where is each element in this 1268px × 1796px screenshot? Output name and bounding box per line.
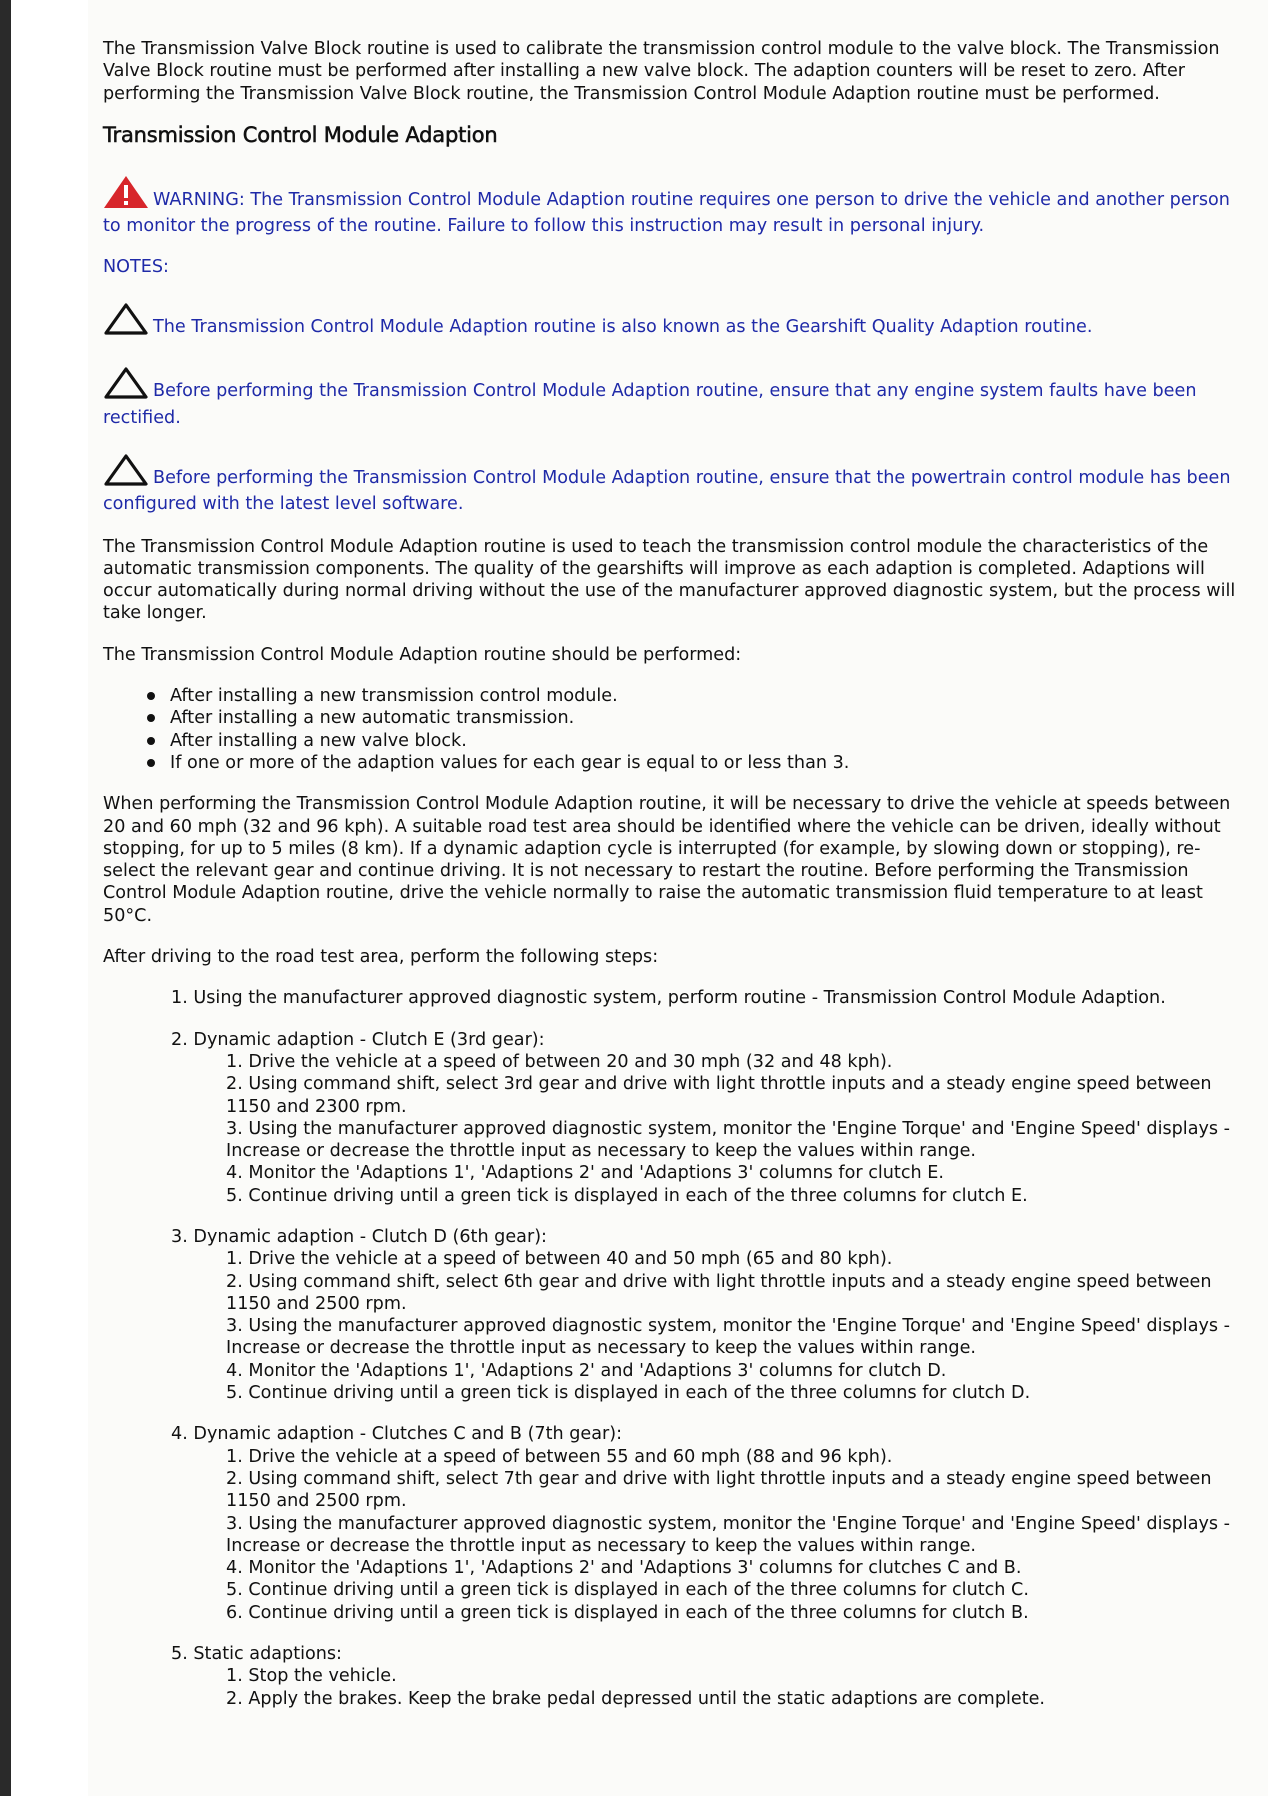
perform-when-paragraph: The Transmission Control Module Adaption routine should be performed:: [103, 644, 742, 665]
warning-text: WARNING: The Transmission Control Module Adaption routine requires one person to drive the vehicle and another person to monitor the progress of the routine. Failure to follow this instruction may result in personal injury.: [103, 190, 1230, 237]
substep-item: [226, 1513, 1243, 1558]
substep-number: 1.: [226, 1666, 249, 1687]
substep-number: 6.: [226, 1602, 249, 1623]
substep-number: 2.: [226, 1271, 249, 1292]
note-item: [103, 302, 1243, 342]
substep-number: 3.: [226, 1118, 249, 1139]
substep-text: Apply the brakes. Keep the brake pedal depressed until the static adaptions are complete.: [248, 1688, 1046, 1709]
substep-text: Continue driving until a green tick is displayed in each of the three columns for clutch E.: [248, 1185, 1028, 1206]
warning-triangle-icon: [103, 175, 149, 215]
substep-item: [226, 1446, 1243, 1468]
substep-text: Drive the vehicle at a speed of between 20 and 30 mph (32 and 48 kph).: [248, 1051, 893, 1072]
step-item: [171, 1643, 1243, 1710]
substep-item: [226, 1073, 1243, 1118]
substep-item: [226, 1118, 1243, 1163]
note-text: Before performing the Transmission Control Module Adaption routine, ensure that any engine system faults have been rectified.: [103, 381, 1197, 428]
list-item: After installing a new automatic transmission.: [170, 707, 1243, 729]
substeps-list: [171, 1248, 1243, 1404]
substep-text: Monitor the 'Adaptions 1', 'Adaptions 2' and 'Adaptions 3' columns for clutches C and B.: [248, 1558, 1022, 1579]
step-text: Dynamic adaption - Clutch D (6th gear):: [193, 1226, 547, 1247]
substep-item: [226, 1665, 1243, 1687]
step-number: 1.: [171, 988, 194, 1009]
substep-text: Continue driving until a green tick is displayed in each of the three columns for clutch D.: [248, 1383, 1031, 1404]
substep-item: [226, 1315, 1243, 1360]
note-text: Before performing the Transmission Control Module Adaption routine, ensure that the powertrain control module has been configured with the latest level software.: [103, 467, 1231, 515]
driving-paragraph: When performing the Transmission Control Module Adaption routine, it will be necessary to drive the vehicle at speeds between 20 and 60 mph (32 and 96 kph). A suitable road test area should be identified where the vehicle can be driven, ideally without stopping, for up to 5 miles (8 km). If a dynamic adaption cycle is interrupted (for example, by slowing down or stopping), re-select the relevant gear and continue driving. It is not necessary to restart the routine. Before performing the Transmission Control Module Adaption routine, drive the vehicle normally to raise the automatic transmission fluid temperature to at least 50°C.: [103, 794, 1231, 926]
substeps-list: [171, 1051, 1243, 1207]
substep-item: [226, 1360, 1243, 1382]
note-triangle-icon: [103, 366, 149, 406]
substep-item: [226, 1382, 1243, 1404]
substep-item: [226, 1579, 1243, 1601]
note-text: The Transmission Control Module Adaption routine is also known as the Gearshift Quality Adaption routine.: [153, 317, 1093, 338]
substep-text: Stop the vehicle.: [248, 1666, 397, 1687]
document-content: [103, 38, 1243, 1729]
substeps-list: [171, 1446, 1243, 1624]
note-triangle-icon: [103, 302, 149, 342]
step-item: [171, 987, 1243, 1009]
step-text: Static adaptions:: [193, 1644, 342, 1665]
step-item: [171, 1029, 1243, 1207]
step-text: Dynamic adaption - Clutch E (3rd gear):: [193, 1029, 545, 1050]
substep-number: 1.: [226, 1446, 249, 1467]
substep-number: 5.: [226, 1383, 249, 1404]
substep-text: Drive the vehicle at a speed of between 40 and 50 mph (65 and 80 kph).: [248, 1249, 893, 1270]
substep-number: 4.: [226, 1558, 249, 1579]
substep-text: Using the manufacturer approved diagnostic system, monitor the 'Engine Torque' and 'Engine Speed' displays - Increase or decrease the throttle input as necessary to keep the values within range.: [226, 1316, 1230, 1359]
substep-item: [226, 1602, 1243, 1624]
substep-text: Using the manufacturer approved diagnostic system, monitor the 'Engine Torque' and 'Engine Speed' displays - Increase or decrease the throttle input as necessary to keep the values within range.: [226, 1513, 1230, 1556]
step-number: 2.: [171, 1029, 194, 1050]
list-item: After installing a new valve block.: [170, 730, 1243, 752]
substep-number: 1.: [226, 1249, 249, 1270]
step-text: Dynamic adaption - Clutches C and B (7th gear):: [193, 1424, 623, 1445]
substep-item: [226, 1688, 1243, 1710]
substep-number: 5.: [226, 1185, 249, 1206]
steps-intro-paragraph: After driving to the road test area, perform the following steps:: [103, 947, 659, 968]
substep-item: [226, 1271, 1243, 1316]
note-item: [103, 366, 1243, 429]
step-number: 3.: [171, 1226, 194, 1247]
step-item: [171, 1423, 1243, 1624]
substep-text: Monitor the 'Adaptions 1', 'Adaptions 2' and 'Adaptions 3' columns for clutch D.: [248, 1360, 947, 1381]
substep-number: 1.: [226, 1051, 249, 1072]
substep-text: Continue driving until a green tick is displayed in each of the three columns for clutch C.: [248, 1580, 1029, 1601]
substep-text: Using command shift, select 7th gear and drive with light throttle inputs and a steady engine speed between 1150 and 2500 rpm.: [226, 1468, 1212, 1512]
conditions-list: [103, 685, 1243, 774]
substep-text: Continue driving until a green tick is displayed in each of the three columns for clutch B.: [248, 1602, 1029, 1623]
substep-number: 3.: [226, 1316, 249, 1337]
intro-paragraph: The Transmission Valve Block routine is used to calibrate the transmission control module to the valve block. The Transmission Valve Block routine must be performed after installing a new valve block. The adaption counters will be reset to zero. After performing the Transmission Valve Block routine, the Transmission Control Module Adaption routine must be performed.: [103, 39, 1220, 104]
substep-item: [226, 1185, 1243, 1207]
substep-number: 3.: [226, 1513, 249, 1534]
step-number: 5.: [171, 1644, 194, 1665]
description-paragraph: The Transmission Control Module Adaption routine is used to teach the transmission control module the characteristics of the automatic transmission components. The quality of the gearshifts will improve as each adaption is completed. Adaptions will occur automatically during normal driving without the use of the manufacturer approved diagnostic system, but the process will take longer.: [103, 536, 1236, 624]
substep-number: 5.: [226, 1580, 249, 1601]
substep-item: [226, 1051, 1243, 1073]
step-text: Using the manufacturer approved diagnostic system, perform routine - Transmission Control Module Adaption.: [193, 988, 1166, 1009]
substep-text: Drive the vehicle at a speed of between 55 and 60 mph (88 and 96 kph).: [248, 1446, 893, 1467]
substep-number: 4.: [226, 1163, 249, 1184]
substep-item: [226, 1162, 1243, 1184]
steps-list: [103, 987, 1243, 1710]
substep-item: [226, 1248, 1243, 1270]
step-item: [171, 1226, 1243, 1404]
substep-number: 2.: [226, 1688, 249, 1709]
substep-number: 4.: [226, 1360, 249, 1381]
list-item: If one or more of the adaption values for each gear is equal to or less than 3.: [170, 752, 1243, 774]
substeps-list: [171, 1665, 1243, 1710]
notes-list: [103, 302, 1243, 515]
substep-text: Using the manufacturer approved diagnostic system, monitor the 'Engine Torque' and 'Engine Speed' displays - Increase or decrease the throttle input as necessary to keep the values within range.: [226, 1118, 1230, 1162]
step-number: 4.: [171, 1424, 194, 1445]
window-edge: [0, 0, 11, 1796]
notes-label: NOTES:: [103, 256, 169, 277]
substep-item: [226, 1557, 1243, 1579]
substep-text: Using command shift, select 3rd gear and drive with light throttle inputs and a steady engine speed between 1150 and 2300 rpm.: [226, 1074, 1212, 1117]
note-triangle-icon: [103, 453, 149, 493]
substep-item: [226, 1468, 1243, 1513]
substep-number: 2.: [226, 1468, 249, 1489]
list-item: After installing a new transmission control module.: [170, 685, 1243, 707]
substep-text: Using command shift, select 6th gear and drive with light throttle inputs and a steady engine speed between 1150 and 2500 rpm.: [226, 1271, 1212, 1314]
substep-text: Monitor the 'Adaptions 1', 'Adaptions 2' and 'Adaptions 3' columns for clutch E.: [248, 1163, 944, 1184]
note-item: [103, 453, 1243, 516]
section-heading: Transmission Control Module Adaption: [103, 122, 498, 147]
substep-number: 2.: [226, 1074, 249, 1095]
warning-paragraph: [103, 175, 1243, 238]
